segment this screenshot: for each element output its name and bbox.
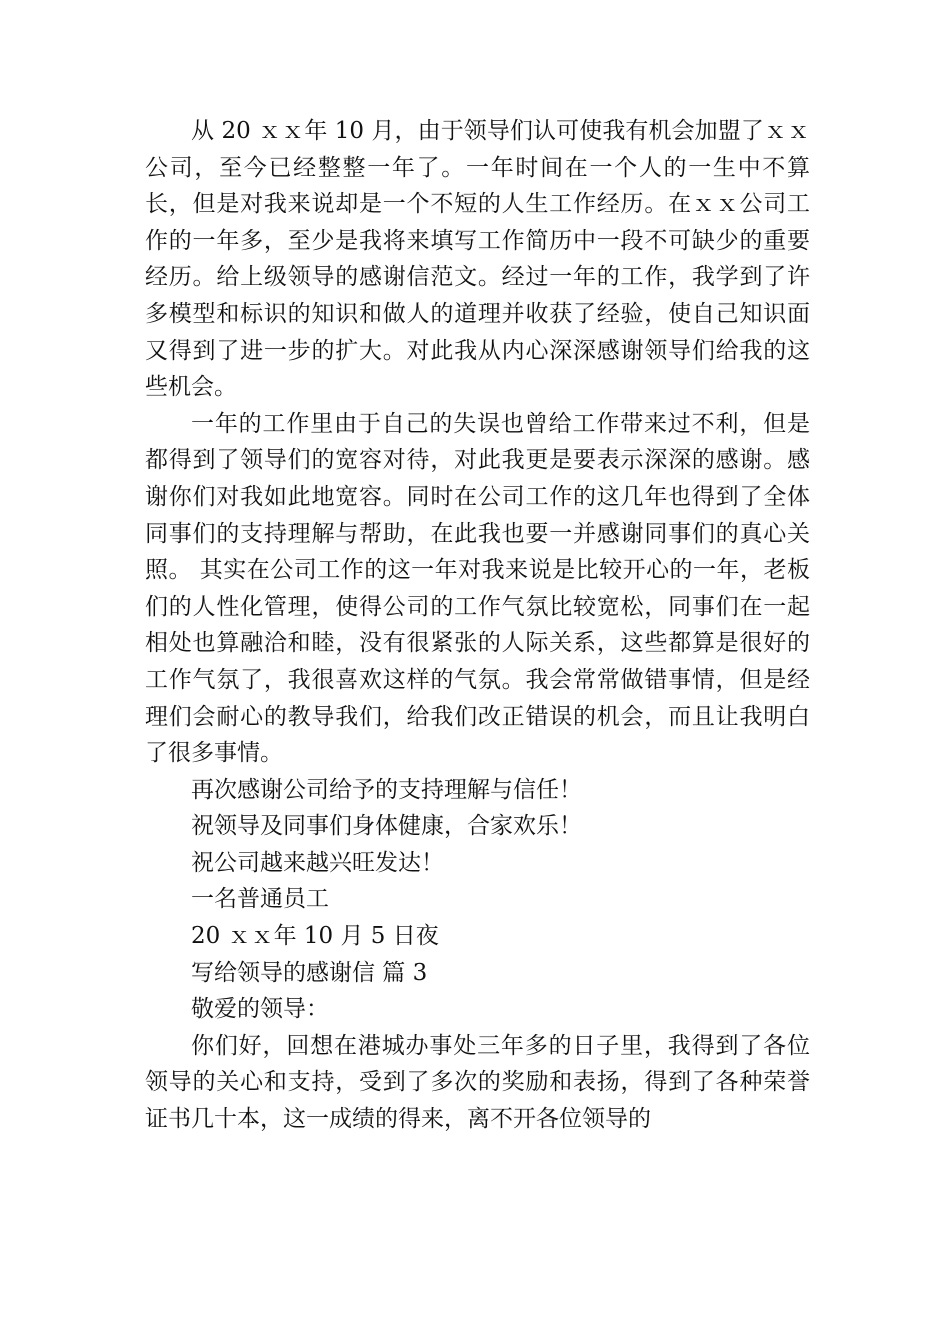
salutation-line: 敬爱的领导： xyxy=(191,996,329,1023)
document-body xyxy=(145,113,810,1138)
closing-wish-colleagues-line: 祝领导及同事们身体健康，合家欢乐！ xyxy=(191,813,582,840)
section-title: 写给领导的感谢信 篇 3 xyxy=(191,959,428,986)
signature-line: 一名普通员工 xyxy=(191,886,329,913)
paragraph-1: 从 20 ｘｘ年 10 月，由于领导们认可使我有机会加盟了ｘｘ公司，至今已经整整一年了。一年时间在一个人的一生中不算长，但是对我来说却是一个不短的人生工作经历。在ｘｘ公司工作的一年多，至少是我将来填写工作简历中一段不可缺少的重要经历。给上级领导的感谢信范文。经过一年的工作，我学到了许多模型和标识的知识和做人的道理并收获了经验，使自己知识面又得到了进一步的扩大。对此我从内心深深感谢领导们给我的这些机会。 xyxy=(145,118,810,401)
closing-wish-company-line: 祝公司越来越兴旺发达！ xyxy=(191,849,444,876)
paragraph-2: 一年的工作里由于自己的失误也曾给工作带来过不利，但是都得到了领导们的宽容对待，对此我更是要表示深深的感谢。感谢你们对我如此地宽容。同时在公司工作的这几年也得到了全体同事们的支持理解与帮助，在此我也要一并感谢同事们的真心关照。 其实在公司工作的这一年对我来说是比较开心的一年，老板们的人性化管理，使得公司的工作气氛比较宽松，同事们在一起相处也算融洽和睦，没有很紧张的人际关系，这些都算是很好的工作气氛了，我很喜欢这样的气氛。我会常常做错事情，但是经理们会耐心的教导我们，给我们改正错误的机会，而且让我明白了很多事情。 xyxy=(145,410,810,767)
paragraph-3: 你们好，回想在港城办事处三年多的日子里，我得到了各位领导的关心和支持，受到了多次的奖励和表扬，得到了各种荣誉证书几十本，这一成绩的得来，离不开各位领导的 xyxy=(145,1032,810,1133)
date-line: 20 ｘｘ年 10 月 5 日夜 xyxy=(191,923,439,950)
closing-thanks-line: 再次感谢公司给予的支持理解与信任！ xyxy=(191,776,582,803)
